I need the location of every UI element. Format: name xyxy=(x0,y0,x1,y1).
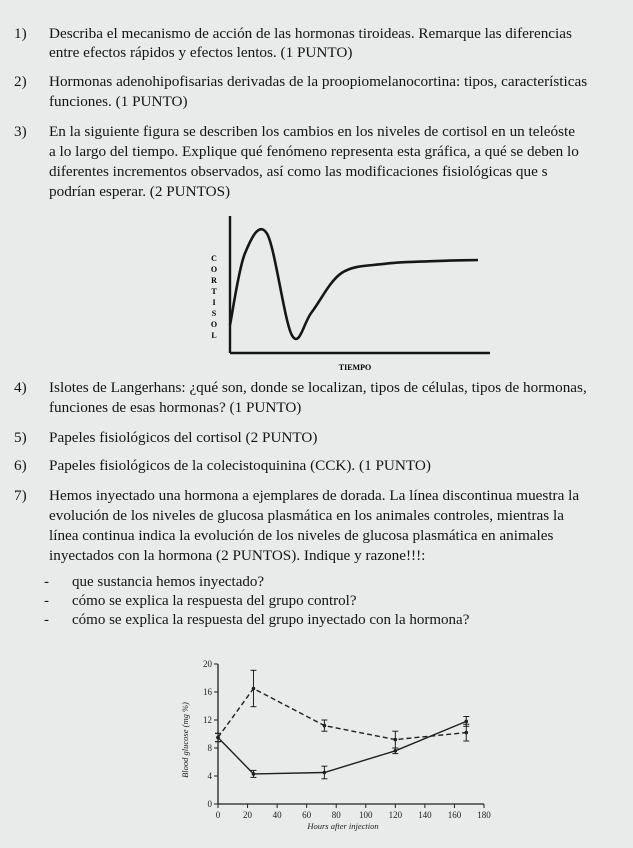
injected-series-point xyxy=(252,772,256,776)
injected-series-point xyxy=(464,720,468,724)
cortisol-chart xyxy=(200,208,500,378)
x-tick-label: 60 xyxy=(302,810,312,820)
question-line: funciones de esas hormonas? (1 PUNTO) xyxy=(49,399,302,416)
y-tick-label: 4 xyxy=(207,771,212,781)
blood-glucose-chart xyxy=(170,652,500,837)
x-axis-label: Hours after injection xyxy=(307,821,379,831)
y-axis-letter: T xyxy=(211,287,217,296)
question-line: Papeles fisiológicos del cortisol (2 PUNTO) xyxy=(49,429,318,446)
question-line: entre efectos rápidos y efectos lentos. (1 PUNTO) xyxy=(49,44,353,61)
y-axis-letter: O xyxy=(210,265,218,274)
control-series-point xyxy=(252,687,256,691)
injected-series-point xyxy=(216,736,220,740)
bullet-dash: - xyxy=(44,593,49,609)
y-tick-label: 16 xyxy=(203,687,212,697)
x-tick-label: 0 xyxy=(215,810,221,820)
y-tick-label: 0 xyxy=(207,799,212,809)
question-number: 4) xyxy=(14,379,27,396)
bullet-dash: - xyxy=(44,574,49,590)
y-axis-label: Blood glucose (mg %) xyxy=(180,702,190,778)
control-series-point xyxy=(394,738,398,742)
question-number: 6) xyxy=(14,457,27,474)
x-tick-label: 120 xyxy=(388,810,403,820)
x-tick-label: 160 xyxy=(447,810,462,820)
question-line: inyectados con la hormona (2 PUNTOS). Indique y razone!!!: xyxy=(49,547,426,564)
x-tick-label: 100 xyxy=(359,810,373,820)
question-line: Papeles fisiológicos de la colecistoquinina (CCK). (1 PUNTO) xyxy=(49,457,431,474)
question-line: a lo largo del tiempo. Explique qué fenómeno representa esta gráfica, a qué se deben lo xyxy=(49,143,579,160)
control-series-point xyxy=(464,731,468,735)
y-axis-label xyxy=(211,254,217,340)
question-line: Hemos inyectado una hormona a ejemplares de dorada. La línea discontinua muestra la xyxy=(49,487,580,504)
injected-series-point xyxy=(323,771,327,775)
y-axis-letter: C xyxy=(211,254,217,263)
y-axis-letter: O xyxy=(210,320,218,329)
question-number: 5) xyxy=(14,429,27,446)
injected-series-point xyxy=(394,749,398,753)
question-line: línea continua indica la evolución de los niveles de glucosa plasmática en animales xyxy=(49,527,554,544)
control-series-line xyxy=(218,689,466,740)
bullet-text: cómo se explica la respuesta del grupo control? xyxy=(72,593,357,609)
question-number: 7) xyxy=(14,487,27,504)
y-axis-letter: I xyxy=(212,298,216,307)
bullet-text: cómo se explica la respuesta del grupo inyectado con la hormona? xyxy=(72,612,470,628)
question-line: Hormonas adenohipofisarias derivadas de la proopiomelanocortina: tipos, características xyxy=(49,73,588,90)
question-line: evolución de los niveles de glucosa plasmática en los animales controles, mientras la xyxy=(49,507,564,524)
y-axis-letter: L xyxy=(211,331,217,340)
question-number: 1) xyxy=(14,25,27,42)
control-series-point xyxy=(323,724,327,728)
bullet-text: que sustancia hemos inyectado? xyxy=(72,574,265,590)
x-axis-label: TIEMPO xyxy=(338,363,372,372)
cortisol-curve xyxy=(230,229,478,339)
x-tick-label: 140 xyxy=(418,810,432,820)
x-tick-label: 40 xyxy=(272,810,282,820)
x-tick-label: 180 xyxy=(477,810,491,820)
question-line: Describa el mecanismo de acción de las hormonas tiroideas. Remarque las diferencias xyxy=(49,25,572,42)
x-tick-label: 80 xyxy=(331,810,341,820)
question-line: En la siguiente figura se describen los cambios en los niveles de cortisol en un teleóste xyxy=(49,123,575,140)
y-tick-label: 8 xyxy=(207,743,212,753)
y-tick-label: 20 xyxy=(203,659,212,669)
x-tick-label: 20 xyxy=(243,810,253,820)
question-number: 3) xyxy=(14,123,27,140)
y-axis-letter: R xyxy=(211,276,217,285)
y-axis-letter: S xyxy=(211,309,217,318)
question-line: funciones. (1 PUNTO) xyxy=(49,93,188,110)
bullet-dash: - xyxy=(44,612,49,628)
injected-series-line xyxy=(218,721,466,774)
question-line: podrían esperar. (2 PUNTOS) xyxy=(49,183,231,200)
question-line: diferentes incrementos observados, así como las modificaciones fisiológicas que s xyxy=(49,163,548,180)
question-number: 2) xyxy=(14,73,27,90)
question-line: Islotes de Langerhans: ¿qué son, donde se localizan, tipos de células, tipos de hormonas, xyxy=(49,379,587,396)
y-tick-label: 12 xyxy=(203,715,212,725)
